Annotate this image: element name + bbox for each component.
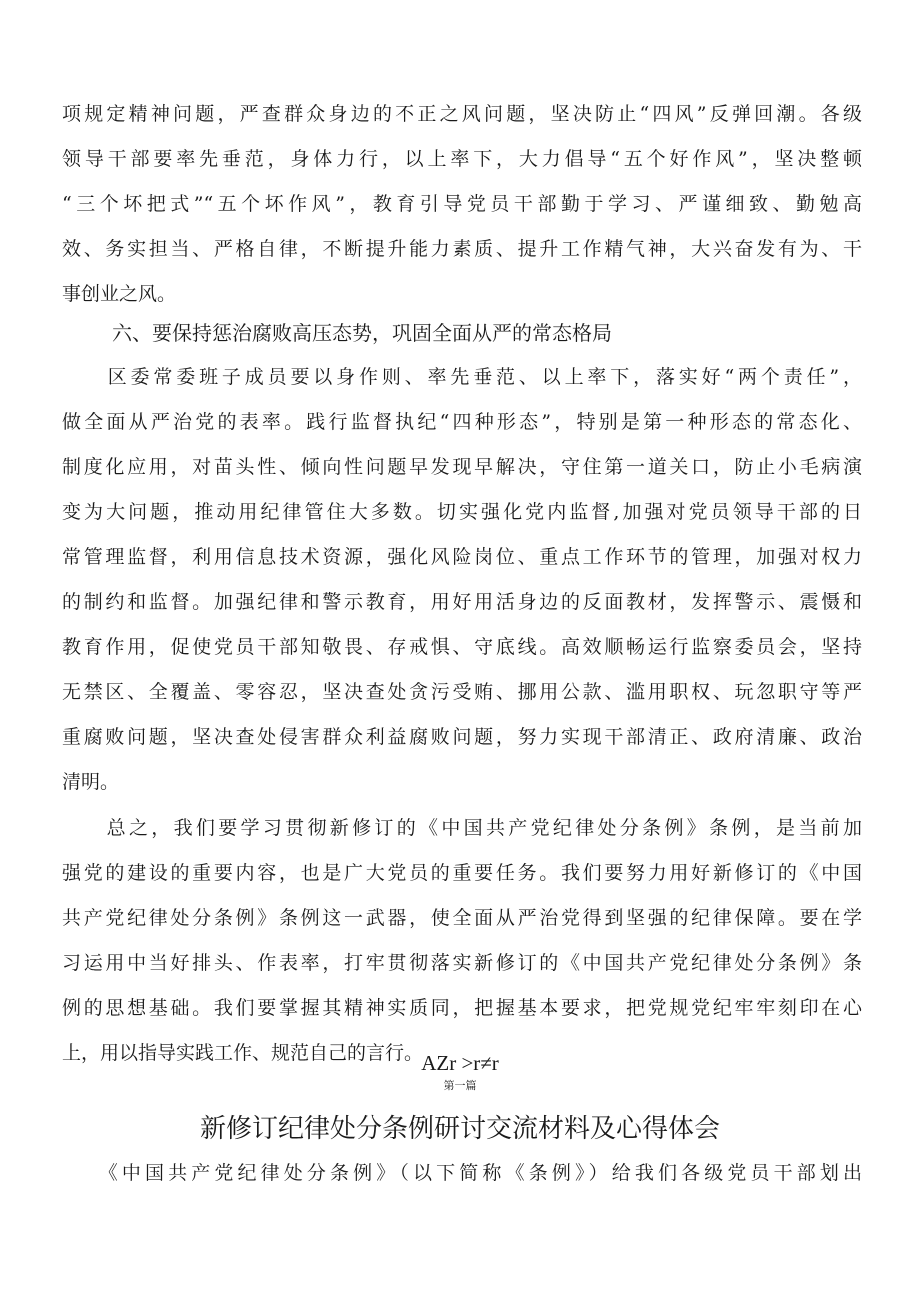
paragraph-2-line: 做全面从严治党的表率。践行监督执纪“四种形态”，特别是第一种形态的常态化、 xyxy=(62,411,862,433)
section-mark: AZr >r≠r xyxy=(421,1051,499,1075)
paragraph-3-line: 上，用以指导实践工作、规范自己的言行。 xyxy=(62,1042,424,1064)
paragraph-3-line: 总之，我们要学习贯彻新修订的《中国共产党纪律处分条例》条例，是当前加 xyxy=(62,817,862,839)
document-title: 新修订纪律处分条例研讨交流材料及心得体会 xyxy=(199,1114,720,1144)
paragraph-2-line: 常管理监督，利用信息技术资源，强化风险岗位、重点工作环节的管理，加强对权力 xyxy=(62,546,862,568)
paragraph-2-line: 制度化应用，对苗头性、倾向性问题早发现早解决，守住第一道关口，防止小毛病演 xyxy=(62,456,862,478)
paragraph-4-line: 《中国共产党纪律处分条例》（以下简称《条例》）给我们各级党员干部划出 xyxy=(62,1162,862,1184)
paragraph-3-line: 共产党纪律处分条例》条例这一武器，使全面从严治党得到坚强的纪律保障。要在学 xyxy=(62,907,862,929)
paragraph-1-line: 效、务实担当、严格自律，不断提升能力素质、提升工作精气神，大兴奋发有为、干 xyxy=(62,238,862,260)
paragraph-2-line: 清明。 xyxy=(62,771,120,793)
paragraph-1-line: 领导干部要率先垂范，身体力行，以上率下，大力倡导“五个好作风”，坚决整顿 xyxy=(62,148,862,170)
section-sub-label: 第一篇 xyxy=(443,1079,477,1092)
paragraph-2-line: 变为大问题，推动用纪律管住大多数。切实强化党内监督,加强对党员领导干部的日 xyxy=(62,501,862,523)
paragraph-1-line: “三个坏把式”“五个坏作风”，教育引导党员干部勤于学习、严谨细致、勤勉高 xyxy=(62,193,862,215)
paragraph-1-line: 项规定精神问题，严查群众身边的不正之风问题，坚决防止“四风”反弹回潮。各级 xyxy=(62,103,862,125)
section-heading: 六、要保持惩治腐败高压态势，巩固全面从严的常态格局 xyxy=(112,321,612,345)
paragraph-2-line: 无禁区、全覆盖、零容忍，坚决查处贪污受贿、挪用公款、滥用职权、玩忽职守等严 xyxy=(62,681,862,703)
paragraph-3-line: 例的思想基础。我们要掌握其精神实质同，把握基本要求，把党规党纪牢牢刻印在心 xyxy=(62,997,862,1019)
paragraph-1-line: 事创业之风。 xyxy=(62,283,177,305)
paragraph-2-line: 重腐败问题，坚决查处侵害群众利益腐败问题，努力实现干部清正、政府清廉、政治 xyxy=(62,726,862,748)
paragraph-2-line: 教育作用，促使党员干部知敬畏、存戒惧、守底线。高效顺畅运行监察委员会，坚持 xyxy=(62,636,862,658)
paragraph-3-line: 强党的建设的重要内容，也是广大党员的重要任务。我们要努力用好新修订的《中国 xyxy=(62,862,862,884)
paragraph-2-line: 的制约和监督。加强纪律和警示教育，用好用活身边的反面教材，发挥警示、震慑和 xyxy=(62,591,862,613)
paragraph-2-line: 区委常委班子成员要以身作则、率先垂范、以上率下，落实好“两个责任”， xyxy=(62,366,862,388)
paragraph-3-line: 习运用中当好排头、作表率，打牢贯彻落实新修订的《中国共产党纪律处分条例》条 xyxy=(62,952,862,974)
